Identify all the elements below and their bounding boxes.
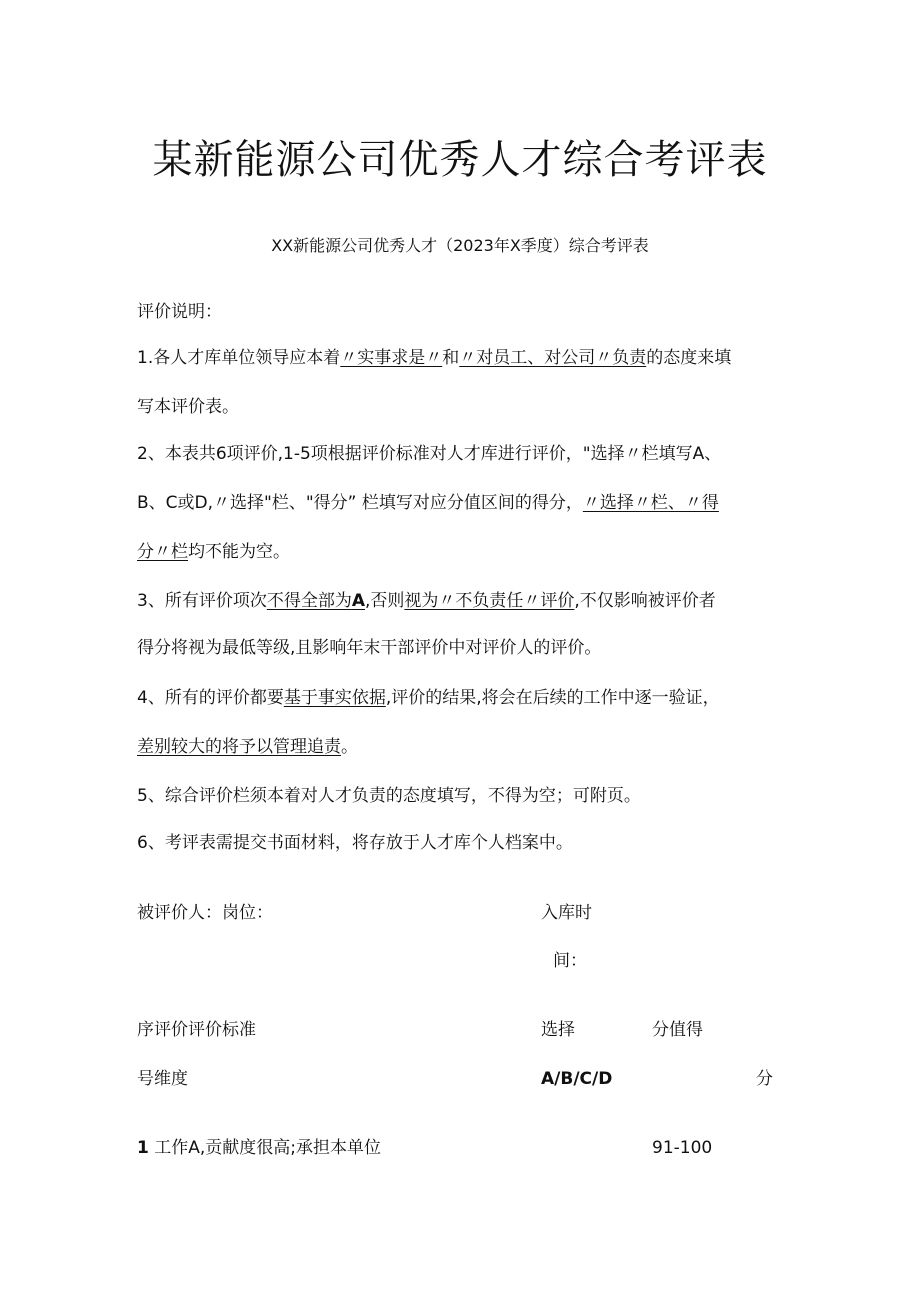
entry-time-label-2: 间： xyxy=(553,951,587,971)
underlined-segment: 〃实事求是〃 xyxy=(340,348,443,368)
text-segment: B、C或D,〃选择"栏、"得分” 栏填写对应分值区间的得分， xyxy=(137,493,583,513)
entry-time-label-1: 入库时 xyxy=(541,903,592,923)
text-segment: 。 xyxy=(341,737,358,757)
table-row xyxy=(137,1137,381,1159)
header-serial-dimension-criteria: 序评价评价标准 xyxy=(137,1020,256,1040)
text-segment: 的态度来填 xyxy=(646,348,732,368)
row-text: 工作A,贡献度很高;承担本单位 xyxy=(154,1138,382,1158)
page-subtitle: XX新能源公司优秀人才（2023年X季度）综合考评表 xyxy=(271,236,649,255)
underlined-segment: 视为〃不负责任〃评价 xyxy=(404,591,575,611)
instruction-1-line-1 xyxy=(137,347,731,369)
header-score: 分 xyxy=(756,1069,773,1089)
header-choice-options: A/B/C/D xyxy=(541,1069,613,1089)
text-segment: ,否则 xyxy=(365,591,405,611)
underlined-segment: 差别较大的将予以管理追责 xyxy=(137,737,341,757)
page-title: 某新能源公司优秀人才综合考评表 xyxy=(152,137,768,183)
evaluatee-label: 被评价人：岗位： xyxy=(137,903,273,923)
instruction-2-line-3 xyxy=(137,541,290,563)
instruction-1-line-2: 写本评价表。 xyxy=(137,397,239,417)
instruction-6: 6、考评表需提交书面材料，将存放于人才库个人档案中。 xyxy=(137,833,573,853)
intro-label: 评价说明： xyxy=(137,302,222,322)
text-segment: 4、所有的评价都要 xyxy=(137,688,284,708)
text-segment: 1.各人才库单位领导应本着 xyxy=(137,348,341,368)
instruction-2-line-2 xyxy=(137,492,719,514)
underlined-segment: 〃选择〃栏、〃得 xyxy=(582,493,719,513)
row-score-range: 91-100 xyxy=(652,1138,713,1158)
instruction-3-line-2: 得分将视为最低等级,且影响年末干部评价中对评价人的评价。 xyxy=(137,638,602,658)
underlined-segment: 不得全部为 xyxy=(266,591,352,611)
row-number: 1 xyxy=(137,1138,149,1158)
underlined-bold-segment: A xyxy=(351,591,365,611)
underlined-segment: 〃对员工、对公司〃负责 xyxy=(459,348,647,368)
text-segment: 3、所有评价项次 xyxy=(137,591,267,611)
instruction-4-line-1 xyxy=(137,687,720,709)
underlined-segment: 基于事实依据 xyxy=(283,688,386,708)
text-segment: 均不能为空。 xyxy=(188,542,290,562)
text-segment: ,评价的结果,将会在后续的工作中逐一验证， xyxy=(385,688,720,708)
instruction-5: 5、综合评价栏须本着对人才负责的态度填写，不得为空；可附页。 xyxy=(137,786,641,806)
header-number-dimension: 号维度 xyxy=(137,1069,188,1089)
instruction-2-line-1: 2、本表共6项评价,1-5项根据评价标准对人才库进行评价，"选择〃栏填写A、 xyxy=(137,444,722,464)
text-segment: 和 xyxy=(442,348,460,368)
header-choice: 选择 xyxy=(541,1020,575,1040)
text-segment: ,不仅影响被评价者 xyxy=(574,591,716,611)
instruction-4-line-2 xyxy=(137,736,358,758)
underlined-segment: 分〃栏 xyxy=(137,542,188,562)
header-score-range: 分值得 xyxy=(652,1020,703,1040)
instruction-3-line-1 xyxy=(137,590,716,612)
